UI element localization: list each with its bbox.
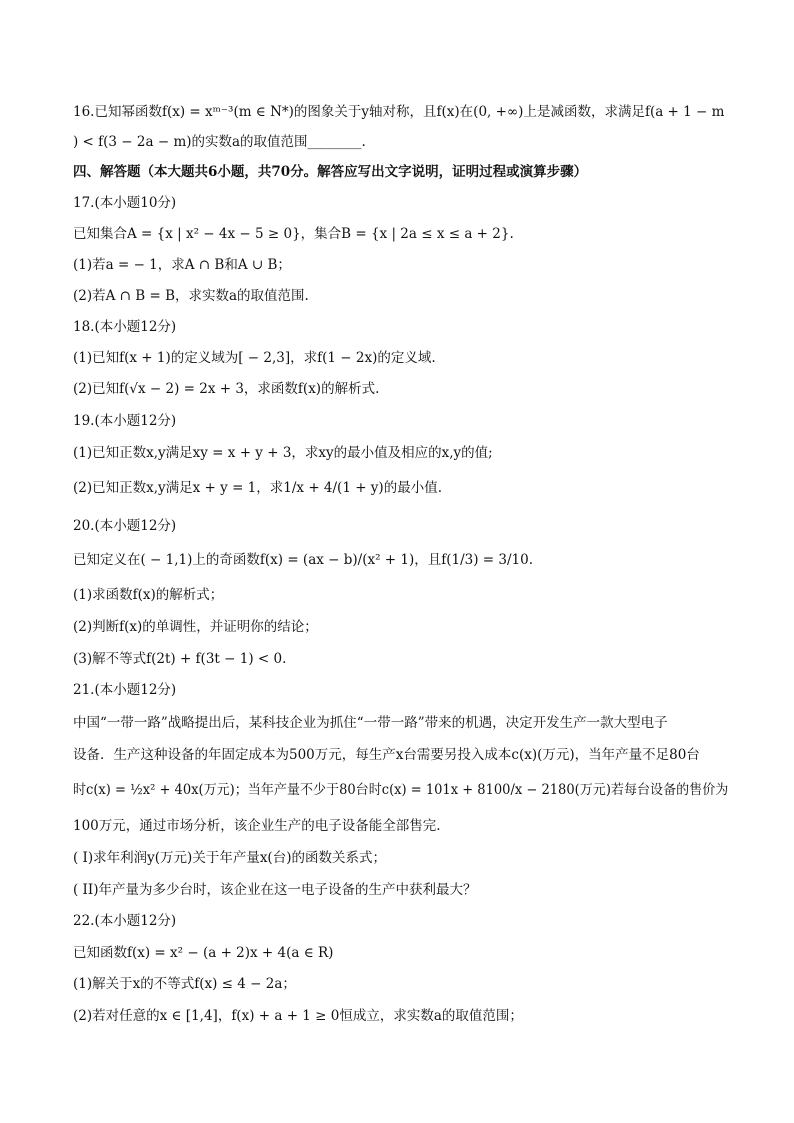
question-21-part-2: ( II)年产量为多少台时，该企业在这一电子设备的生产中获利最大？ <box>73 882 477 898</box>
question-20-part-3: (3)解不等式f(2t) + f(3t − 1) < 0. <box>73 651 287 667</box>
question-18-part-2: (2)已知f(√x − 2) = 2x + 3，求函数f(x)的解析式. <box>73 381 380 397</box>
question-21-part-1: ( I)求年利润y(万元)关于年产量x(台)的函数关系式； <box>73 850 386 866</box>
question-22-part-2: (2)若对任意的x ∈ [1,4]，f(x) + a + 1 ≥ 0恒成立，求实数a的取值范围； <box>73 1008 523 1024</box>
question-19-header: 19.(本小题12分) <box>73 413 177 429</box>
question-19-part-1: (1)已知正数x,y满足xy = x + y + 3，求xy的最小值及相应的x,y的值; <box>73 445 493 461</box>
question-17-stem: 已知集合A = {x | x² − 4x − 5 ≥ 0}，集合B = {x | 2a ≤ x ≤ a + 2}. <box>73 226 514 242</box>
question-22-part-1: (1)解关于x的不等式f(x) ≤ 4 − 2a； <box>73 976 296 992</box>
question-21-stem-line-1: 中国“一带一路”战略提出后，某科技企业为抓住“一带一路”带来的机遇，决定开发生产一款大型电子 <box>73 715 668 731</box>
question-18-header: 18.(本小题12分) <box>73 319 177 335</box>
question-16-line-2: ) < f(3 − 2a − m)的实数a的取值范围________. <box>73 134 366 150</box>
question-16-line-1: 16.已知幂函数f(x) = xᵐ⁻³(m ∈ N*)的图象关于y轴对称，且f(x)在(0, +∞)上是减函数，求满足f(a + 1 − m <box>73 104 725 120</box>
question-20-stem: 已知定义在( − 1,1)上的奇函数f(x) = (ax − b)/(x² + 1)，且f(1/3) = 3/10. <box>73 552 534 568</box>
question-22-stem: 已知函数f(x) = x² − (a + 2)x + 4(a ∈ R) <box>73 945 334 961</box>
section-heading: 四、解答题（本大题共6小题，共70分。解答应写出文字说明，证明过程或演算步骤） <box>73 164 588 180</box>
question-19-part-2: (2)已知正数x,y满足x + y = 1，求1/x + 4/(1 + y)的最小值. <box>73 480 442 496</box>
question-18-part-1: (1)已知f(x + 1)的定义域为[ − 2,3]，求f(1 − 2x)的定义域. <box>73 350 436 366</box>
question-17-part-1: (1)若a = − 1，求A ∩ B和A ∪ B； <box>73 257 291 273</box>
question-17-header: 17.(本小题10分) <box>73 195 177 211</box>
question-20-part-1: (1)求函数f(x)的解析式； <box>73 587 224 603</box>
question-17-part-2: (2)若A ∩ B = B，求实数a的取值范围. <box>73 288 309 304</box>
question-20-header: 20.(本小题12分) <box>73 518 177 534</box>
question-20-part-2: (2)判断f(x)的单调性，并证明你的结论； <box>73 619 318 635</box>
question-21-stem-line-4: 100万元，通过市场分析，该企业生产的电子设备能全部售完. <box>73 818 441 834</box>
question-21-stem-line-3: 时c(x) = ½x² + 40x(万元)；当年产量不少于80台时c(x) = 101x + 8100/x − 2180(万元)若每台设备的售价为 <box>73 782 729 798</box>
question-21-header: 21.(本小题12分) <box>73 682 177 698</box>
question-21-stem-line-2: 设备．生产这种设备的年固定成本为500万元，每生产x台需要另投入成本c(x)(万元)，当年产量不足80台 <box>73 747 700 763</box>
question-22-header: 22.(本小题12分) <box>73 913 177 929</box>
